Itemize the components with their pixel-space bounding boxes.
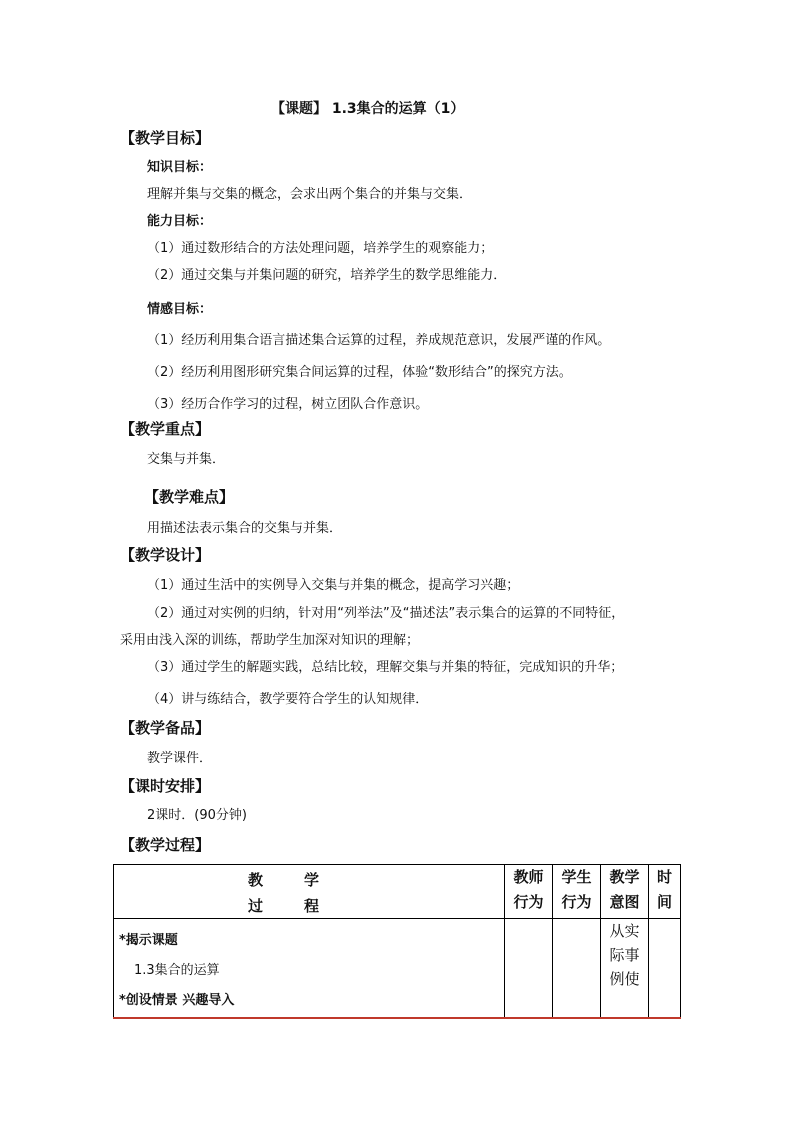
header-char: 学 <box>304 871 320 889</box>
header-time: 时 间 <box>649 865 681 919</box>
emotion-item: （3）经历合作学习的过程，树立团队合作意识。 <box>147 397 429 412</box>
difficulty-text: 用描述法表示集合的交集与并集． <box>147 521 343 536</box>
process-table <box>113 864 681 1019</box>
focus-text: 交集与并集． <box>147 452 226 467</box>
teacher-behavior-cell <box>505 919 553 1019</box>
header-student-behavior: 学生 行为 <box>553 865 601 919</box>
schedule-heading: 【课时安排】 <box>120 777 211 795</box>
process-line: *揭示课题 <box>119 933 178 948</box>
header-char: 程 <box>304 897 320 915</box>
materials-text: 教学课件． <box>147 751 213 766</box>
ability-item: （1）通过数形结合的方法处理问题，培养学生的观察能力； <box>147 241 494 256</box>
knowledge-label: 知识目标： <box>147 160 213 175</box>
teaching-intent-cell: 从实 际事 例使 <box>601 919 649 1019</box>
header-teaching-intent: 教学 意图 <box>601 865 649 919</box>
header-char: 过 <box>248 897 264 915</box>
table-row <box>114 919 681 1019</box>
materials-heading: 【教学备品】 <box>120 719 211 737</box>
time-cell <box>649 919 681 1019</box>
design-item: （4）讲与练结合，教学要符合学生的认知规律． <box>147 692 429 707</box>
design-item: 采用由浅入深的训练，帮助学生加深对知识的理解； <box>120 633 420 648</box>
process-content-cell <box>114 919 505 1019</box>
emotion-label: 情感目标： <box>147 302 213 317</box>
emotion-item: （1）经历利用集合语言描述集合运算的过程，养成规范意识，发展严谨的作风。 <box>147 333 611 348</box>
ability-label: 能力目标： <box>147 214 213 229</box>
table-header-row <box>114 865 681 919</box>
focus-heading: 【教学重点】 <box>120 420 211 438</box>
header-teaching-process <box>114 865 505 919</box>
ability-item: （2）通过交集与并集问题的研究，培养学生的数学思维能力． <box>147 268 507 283</box>
schedule-text: 2课时．(90分钟) <box>147 808 247 823</box>
process-line: 1.3集合的运算 <box>134 963 220 978</box>
page-title: 【课题】 1.3集合的运算（1） <box>271 101 465 117</box>
difficulty-heading: 【教学难点】 <box>144 488 235 506</box>
design-item: （2）通过对实例的归纳，针对用“列举法”及“描述法”表示集合的运算的不同特征， <box>147 606 625 621</box>
process-heading: 【教学过程】 <box>120 836 211 854</box>
header-char: 教 <box>248 871 264 889</box>
design-item: （1）通过生活中的实例导入交集与并集的概念，提高学习兴趣； <box>147 578 520 593</box>
design-heading: 【教学设计】 <box>120 546 211 564</box>
process-line: *创设情景 兴趣导入 <box>119 993 235 1008</box>
knowledge-text: 理解并集与交集的概念，会求出两个集合的并集与交集． <box>147 187 473 202</box>
student-behavior-cell <box>553 919 601 1019</box>
design-item: （3）通过学生的解题实践，总结比较，理解交集与并集的特征，完成知识的升华； <box>147 660 624 675</box>
emotion-item: （2）经历利用图形研究集合间运算的过程，体验“数形结合”的探究方法。 <box>147 365 572 380</box>
header-teacher-behavior: 教师 行为 <box>505 865 553 919</box>
objectives-heading: 【教学目标】 <box>120 129 211 147</box>
